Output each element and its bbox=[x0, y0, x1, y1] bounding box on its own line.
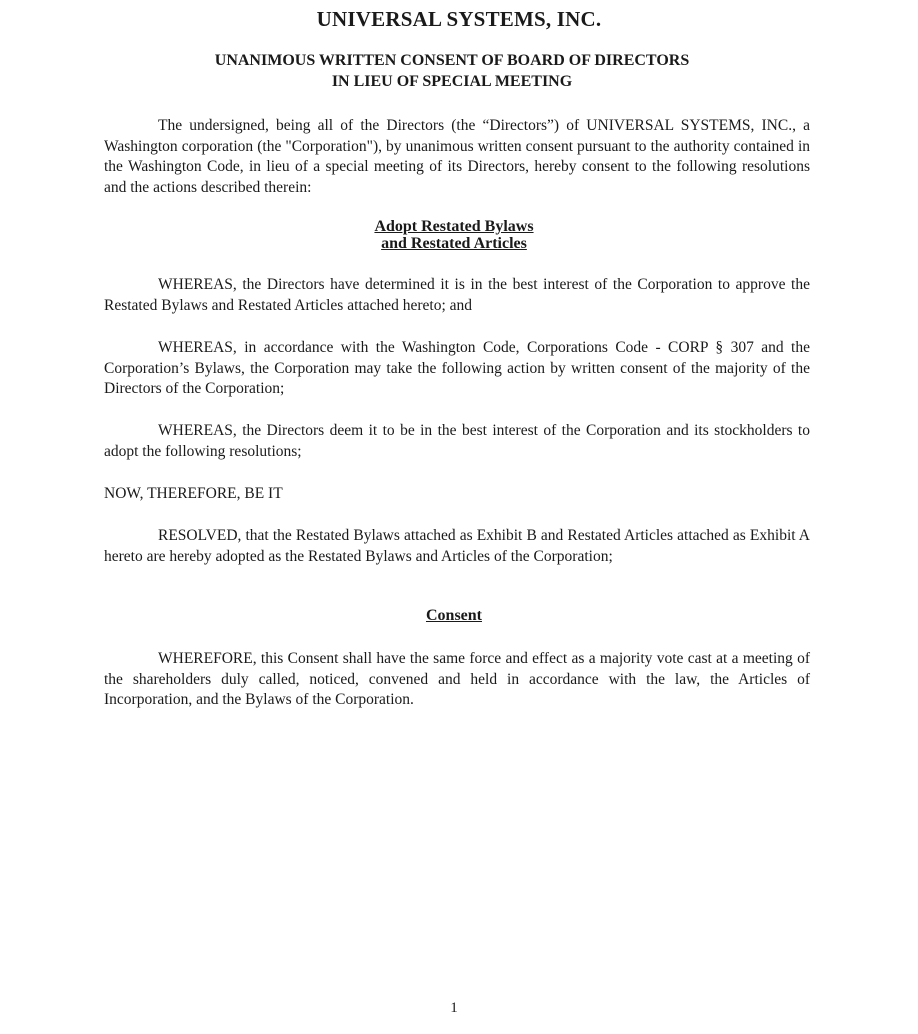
now-therefore-line: NOW, THEREFORE, BE IT bbox=[104, 485, 283, 502]
whereas-paragraph-2: WHEREAS, in accordance with the Washington Code, Corporations Code - CORP § 307 and the Corporation’s Bylaws, the Corporation may take the following action by written consent of the majority of the Directors of the Corporation; bbox=[104, 339, 810, 397]
section-heading-consent: Consent bbox=[425, 607, 482, 624]
section-heading-adopt-restated bbox=[0, 218, 908, 252]
resolved-paragraph: RESOLVED, that the Restated Bylaws attached as Exhibit B and Restated Articles attached as Exhibit A hereto are hereby adopted as the Restated Bylaws and Articles of the Corporation; bbox=[104, 527, 810, 565]
company-name: UNIVERSAL SYSTEMS, INC. bbox=[316, 7, 602, 31]
document-title-line-2: IN LIEU OF SPECIAL MEETING bbox=[331, 73, 573, 90]
intro-paragraph: The undersigned, being all of the Directors (the “Directors”) of UNIVERSAL SYSTEMS, INC., a Washington corporation (the "Corporation"), by unanimous written consent pursuant to the authority contained in the Washington Code, in lieu of a special meeting of its Directors, hereby consent to the following resolutions and the actions described therein: bbox=[104, 117, 810, 196]
whereas-paragraph-1: WHEREAS, the Directors have determined it is in the best interest of the Corporation to approve the Restated Bylaws and Restated Articles attached hereto; and bbox=[104, 276, 810, 314]
section-heading-line-2: and Restated Articles bbox=[381, 235, 527, 252]
wherefore-paragraph: WHEREFORE, this Consent shall have the same force and effect as a majority vote cast at a meeting of the shareholders duly called, noticed, convened and held in accordance with the law, the Articles of Incorporation, and the Bylaws of the Corporation. bbox=[104, 650, 810, 708]
document-title bbox=[0, 50, 904, 92]
whereas-paragraph-3: WHEREAS, the Directors deem it to be in the best interest of the Corporation and its stockholders to adopt the following resolutions; bbox=[104, 422, 810, 460]
document-title-line-1: UNANIMOUS WRITTEN CONSENT OF BOARD OF DIRECTORS bbox=[214, 52, 690, 69]
section-heading-line-1: Adopt Restated Bylaws bbox=[374, 218, 534, 235]
page-number: 1 bbox=[450, 1000, 458, 1016]
